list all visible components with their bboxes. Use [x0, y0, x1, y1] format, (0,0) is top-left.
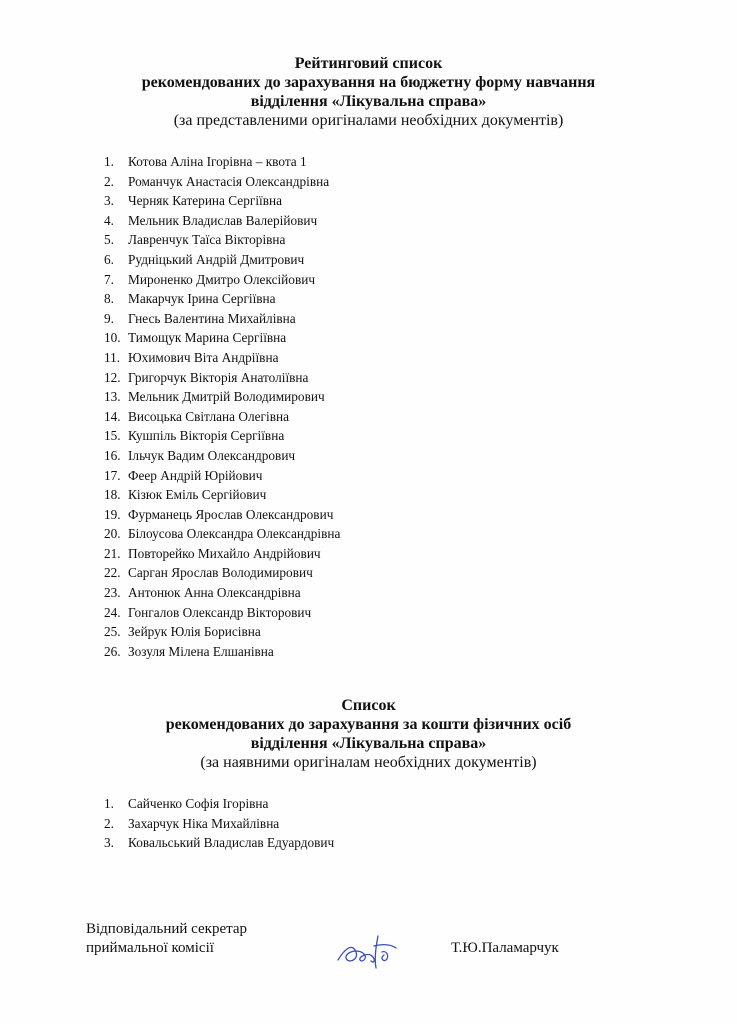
list-item-number: 23.	[104, 585, 121, 601]
list-item-number: 25.	[104, 624, 121, 640]
list-item-name: Макарчук Ірина Сергіївна	[128, 291, 276, 307]
rating-list	[104, 152, 340, 661]
list-item-name: Кушпіль Вікторія Сергіївна	[128, 428, 285, 444]
list-item-name: Котова Аліна Ігорівна – квота 1	[128, 154, 307, 169]
list-item-name: Сайченко Софія Ігорівна	[128, 796, 269, 811]
list-item-number: 26.	[104, 643, 121, 659]
list-item-name: Феер Андрій Юрійович	[128, 467, 263, 483]
list-item-number: 2.	[104, 173, 114, 189]
list-item	[104, 289, 340, 309]
paid-list-title: Список	[341, 697, 396, 714]
list-item-name: Гонгалов Олександр Вікторович	[128, 604, 312, 620]
list-item-name: Висоцька Світлана Олегівна	[128, 408, 289, 424]
rating-list-subtitle: рекомендованих до зарахування на бюджетну форму навчання	[141, 74, 596, 91]
list-item-name: Романчук Анастасія Олександрівна	[128, 173, 330, 189]
list-item-number: 22.	[104, 565, 121, 581]
list-item-number: 9.	[104, 310, 114, 326]
list-item-number: 13.	[104, 389, 121, 405]
paid-list-subtitle: рекомендованих до зарахування за кошти фізичних осіб	[165, 716, 572, 733]
list-item-name: Григорчук Вікторія Анатоліївна	[128, 369, 309, 385]
list-item	[104, 368, 340, 388]
list-item	[104, 250, 340, 270]
list-item-number: 15.	[104, 428, 121, 444]
paid-list	[104, 794, 334, 853]
list-item	[104, 603, 340, 623]
list-item	[104, 583, 340, 603]
list-item-number: 24.	[104, 604, 121, 620]
list-item	[104, 309, 340, 329]
list-item-number: 20.	[104, 526, 121, 542]
list-item-number: 12.	[104, 369, 121, 385]
list-item-name: Повторейко Михайло Андрійович	[128, 545, 321, 561]
list-item-number: 3.	[104, 835, 114, 851]
list-item-number: 16.	[104, 447, 121, 463]
position-line-2: приймальної комісії	[86, 940, 214, 956]
list-item-name: Фурманець Ярослав Олександрович	[128, 506, 334, 522]
list-item-number: 1.	[104, 796, 114, 811]
list-item-number: 5.	[104, 232, 114, 248]
position-line-1: Відповідальний секретар	[86, 921, 248, 937]
list-item	[104, 191, 340, 211]
rating-list-title: Рейтинговий список	[294, 55, 443, 72]
list-item	[104, 270, 340, 290]
list-item-number: 4.	[104, 212, 114, 228]
list-item	[104, 387, 340, 407]
list-item-number: 3.	[104, 193, 114, 209]
list-item-name: Мельник Дмитрій Володимирович	[128, 389, 325, 405]
signatory-position	[86, 920, 247, 958]
list-item-number: 1.	[104, 154, 114, 169]
list-item-number: 7.	[104, 271, 114, 287]
list-item	[104, 211, 340, 231]
list-item	[104, 524, 340, 544]
list-item	[104, 172, 340, 192]
signatory-name: Т.Ю.Паламарчук	[451, 940, 559, 956]
paid-list-header	[0, 696, 737, 772]
list-item	[104, 152, 340, 172]
list-item-number: 11.	[104, 349, 121, 365]
list-item-name: Зейрук Юлія Борисівна	[128, 624, 261, 640]
list-item-name: Мельник Владислав Валерійович	[128, 212, 318, 228]
list-item	[104, 544, 340, 564]
rating-list-department: відділення «Лікувальна справа»	[250, 93, 487, 110]
list-item-number: 17.	[104, 467, 121, 483]
list-item	[104, 814, 334, 834]
list-item	[104, 485, 340, 505]
list-item	[104, 407, 340, 427]
list-item-number: 19.	[104, 506, 121, 522]
list-item-name: Захарчук Ніка Михайлівна	[128, 815, 280, 831]
list-item-number: 21.	[104, 545, 121, 561]
list-item-name: Кізюк Еміль Сергійович	[128, 487, 267, 503]
list-item-number: 6.	[104, 251, 114, 267]
list-item	[104, 794, 334, 814]
list-item-name: Тимощук Марина Сергіївна	[128, 330, 287, 346]
paid-list-department: відділення «Лікувальна справа»	[250, 735, 487, 752]
list-item	[104, 466, 340, 486]
list-item-name: Лавренчук Таїса Вікторівна	[128, 232, 286, 248]
list-item	[104, 833, 334, 853]
list-item	[104, 328, 340, 348]
list-item	[104, 446, 340, 466]
list-item	[104, 348, 340, 368]
list-item-number: 14.	[104, 408, 121, 424]
list-item-number: 8.	[104, 291, 114, 307]
list-item-number: 10.	[104, 330, 121, 346]
list-item	[104, 563, 340, 583]
list-item-name: Мироненко Дмитро Олексійович	[128, 271, 316, 287]
list-item-name: Ковальський Владислав Едуардович	[128, 835, 335, 851]
list-item-name: Зозуля Мілена Елшанівна	[128, 643, 274, 659]
list-item	[104, 230, 340, 250]
paid-list-note: (за наявними оригіналам необхідних документів)	[200, 754, 537, 771]
list-item-name: Сарган Ярослав Володимирович	[128, 565, 313, 581]
list-item-name: Гнесь Валентина Михайлівна	[128, 310, 296, 326]
list-item-name: Антонюк Анна Олександрівна	[128, 585, 301, 601]
rating-list-header	[0, 54, 737, 130]
list-item-name: Білоусова Олександра Олександрівна	[128, 526, 341, 542]
handwritten-signature	[334, 930, 400, 970]
rating-list-note: (за представленими оригіналами необхідних документів)	[173, 112, 564, 129]
list-item-name: Черняк Катерина Сергіївна	[128, 193, 282, 209]
list-item-name: Рудніцький Андрій Дмитрович	[128, 251, 305, 267]
list-item-number: 2.	[104, 815, 114, 831]
list-item-number: 18.	[104, 487, 121, 503]
list-item	[104, 426, 340, 446]
list-item	[104, 622, 340, 642]
list-item	[104, 505, 340, 525]
list-item-name: Юхимович Віта Андріївна	[128, 349, 279, 365]
list-item	[104, 642, 340, 662]
list-item-name: Ільчук Вадим Олександрович	[128, 447, 296, 463]
